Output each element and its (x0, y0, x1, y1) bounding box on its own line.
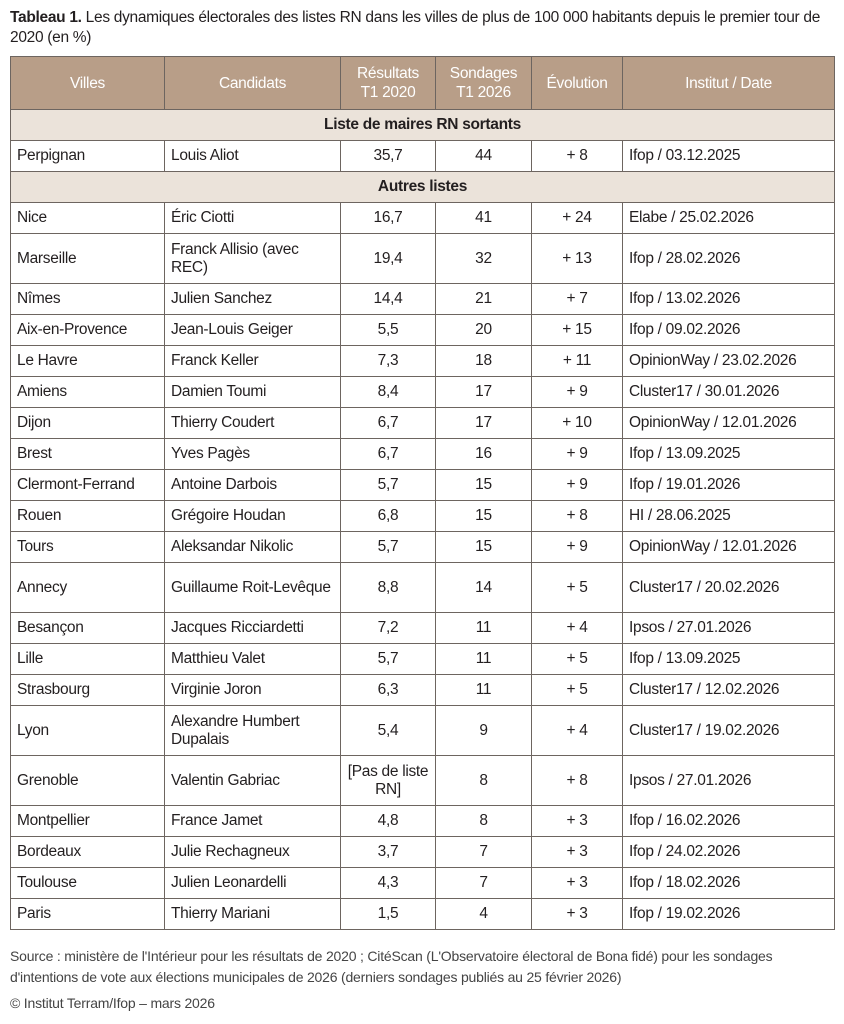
cell-institut: Ifop / 13.02.2026 (623, 284, 835, 315)
cell-evolution: + 24 (532, 203, 623, 234)
cell-ville: Amiens (11, 377, 165, 408)
cell-resultats: [Pas de liste RN] (341, 756, 436, 806)
cell-resultats: 6,7 (341, 439, 436, 470)
section-row-maires-sortants-label: Liste de maires RN sortants (11, 110, 835, 141)
cell-evolution: + 15 (532, 315, 623, 346)
cell-evolution: + 5 (532, 563, 623, 613)
cell-evolution: + 10 (532, 408, 623, 439)
table-row (11, 899, 835, 930)
cell-ville: Lille (11, 644, 165, 675)
cell-resultats: 1,5 (341, 899, 436, 930)
cell-evolution: + 3 (532, 837, 623, 868)
cell-sondages: 7 (436, 837, 532, 868)
cell-institut: HI / 28.06.2025 (623, 501, 835, 532)
cell-resultats: 35,7 (341, 141, 436, 172)
cell-evolution: + 8 (532, 141, 623, 172)
header-evolution: Évolution (532, 57, 623, 110)
cell-ville: Strasbourg (11, 675, 165, 706)
section-row-autres-listes (11, 172, 835, 203)
cell-candidat: Matthieu Valet (165, 644, 341, 675)
cell-evolution: + 9 (532, 532, 623, 563)
cell-institut: Elabe / 25.02.2026 (623, 203, 835, 234)
cell-sondages: 9 (436, 706, 532, 756)
cell-sondages: 11 (436, 613, 532, 644)
cell-ville: Nîmes (11, 284, 165, 315)
table-row (11, 868, 835, 899)
cell-resultats: 3,7 (341, 837, 436, 868)
cell-sondages: 11 (436, 675, 532, 706)
cell-resultats: 5,4 (341, 706, 436, 756)
cell-candidat: Louis Aliot (165, 141, 341, 172)
cell-candidat: Franck Keller (165, 346, 341, 377)
cell-resultats: 5,7 (341, 470, 436, 501)
cell-evolution: + 7 (532, 284, 623, 315)
cell-candidat: Damien Toumi (165, 377, 341, 408)
cell-institut: Ifop / 24.02.2026 (623, 837, 835, 868)
table-row (11, 203, 835, 234)
cell-candidat: Yves Pagès (165, 439, 341, 470)
cell-candidat: Grégoire Houdan (165, 501, 341, 532)
cell-resultats: 5,5 (341, 315, 436, 346)
cell-ville: Bordeaux (11, 837, 165, 868)
table-row (11, 141, 835, 172)
cell-ville: Dijon (11, 408, 165, 439)
cell-ville: Nice (11, 203, 165, 234)
cell-sondages: 8 (436, 806, 532, 837)
cell-resultats: 8,8 (341, 563, 436, 613)
header-sondages: Sondages T1 2026 (436, 57, 532, 110)
cell-sondages: 17 (436, 408, 532, 439)
cell-ville: Toulouse (11, 868, 165, 899)
table-row (11, 501, 835, 532)
cell-ville: Le Havre (11, 346, 165, 377)
cell-sondages: 18 (436, 346, 532, 377)
cell-sondages: 16 (436, 439, 532, 470)
cell-ville: Lyon (11, 706, 165, 756)
cell-ville: Rouen (11, 501, 165, 532)
cell-candidat: Valentin Gabriac (165, 756, 341, 806)
table-row (11, 563, 835, 613)
cell-ville: Aix-en-Provence (11, 315, 165, 346)
cell-institut: Ifop / 13.09.2025 (623, 644, 835, 675)
cell-evolution: + 5 (532, 644, 623, 675)
cell-candidat: Thierry Mariani (165, 899, 341, 930)
section-row-autres-listes-label: Autres listes (11, 172, 835, 203)
cell-sondages: 44 (436, 141, 532, 172)
cell-ville: Grenoble (11, 756, 165, 806)
table-row (11, 675, 835, 706)
cell-candidat: Franck Allisio (avec REC) (165, 234, 341, 284)
table-row (11, 837, 835, 868)
cell-candidat: Julie Rechagneux (165, 837, 341, 868)
cell-candidat: Éric Ciotti (165, 203, 341, 234)
cell-resultats: 5,7 (341, 644, 436, 675)
results-table (10, 56, 835, 930)
table-row (11, 532, 835, 563)
cell-sondages: 14 (436, 563, 532, 613)
cell-evolution: + 8 (532, 501, 623, 532)
table-header-row (11, 57, 835, 110)
cell-candidat: Thierry Coudert (165, 408, 341, 439)
cell-sondages: 15 (436, 470, 532, 501)
table-title-label: Tableau 1. (10, 9, 82, 26)
cell-ville: Besançon (11, 613, 165, 644)
section-row-maires-sortants (11, 110, 835, 141)
table-row (11, 284, 835, 315)
header-institut: Institut / Date (623, 57, 835, 110)
cell-ville: Paris (11, 899, 165, 930)
cell-resultats: 6,8 (341, 501, 436, 532)
cell-sondages: 32 (436, 234, 532, 284)
cell-candidat: Julien Sanchez (165, 284, 341, 315)
cell-institut: Ifop / 13.09.2025 (623, 439, 835, 470)
cell-institut: OpinionWay / 12.01.2026 (623, 408, 835, 439)
table-row (11, 234, 835, 284)
cell-institut: Cluster17 / 12.02.2026 (623, 675, 835, 706)
cell-sondages: 20 (436, 315, 532, 346)
cell-ville: Clermont-Ferrand (11, 470, 165, 501)
cell-institut: Ipsos / 27.01.2026 (623, 613, 835, 644)
cell-candidat: Julien Leonardelli (165, 868, 341, 899)
cell-resultats: 7,3 (341, 346, 436, 377)
cell-sondages: 11 (436, 644, 532, 675)
cell-evolution: + 8 (532, 756, 623, 806)
cell-evolution: + 11 (532, 346, 623, 377)
cell-institut: OpinionWay / 12.01.2026 (623, 532, 835, 563)
cell-resultats: 4,3 (341, 868, 436, 899)
cell-candidat: France Jamet (165, 806, 341, 837)
cell-evolution: + 3 (532, 868, 623, 899)
cell-evolution: + 9 (532, 470, 623, 501)
table-row (11, 706, 835, 756)
table-row (11, 644, 835, 675)
cell-candidat: Jean-Louis Geiger (165, 315, 341, 346)
cell-sondages: 15 (436, 532, 532, 563)
cell-resultats: 14,4 (341, 284, 436, 315)
copyright-note: © Institut Terram/Ifop – mars 2026 (10, 995, 215, 1011)
cell-candidat: Alexandre Humbert Dupalais (165, 706, 341, 756)
cell-ville: Annecy (11, 563, 165, 613)
cell-ville: Montpellier (11, 806, 165, 837)
table-row (11, 377, 835, 408)
cell-candidat: Aleksandar Nikolic (165, 532, 341, 563)
cell-institut: Ifop / 16.02.2026 (623, 806, 835, 837)
cell-evolution: + 4 (532, 706, 623, 756)
cell-candidat: Antoine Darbois (165, 470, 341, 501)
table-title-text: Les dynamiques électorales des listes RN dans les villes de plus de 100 000 habitants depuis le premier tour de 2020 (en %) (10, 9, 821, 46)
table-row (11, 470, 835, 501)
cell-candidat: Jacques Ricciardetti (165, 613, 341, 644)
cell-evolution: + 4 (532, 613, 623, 644)
cell-ville: Tours (11, 532, 165, 563)
cell-evolution: + 9 (532, 439, 623, 470)
cell-sondages: 21 (436, 284, 532, 315)
cell-institut: OpinionWay / 23.02.2026 (623, 346, 835, 377)
cell-institut: Cluster17 / 19.02.2026 (623, 706, 835, 756)
cell-institut: Ifop / 18.02.2026 (623, 868, 835, 899)
cell-resultats: 6,3 (341, 675, 436, 706)
cell-sondages: 8 (436, 756, 532, 806)
cell-candidat: Guillaume Roit-Levêque (165, 563, 341, 613)
cell-resultats: 8,4 (341, 377, 436, 408)
cell-resultats: 6,7 (341, 408, 436, 439)
cell-ville: Perpignan (11, 141, 165, 172)
table-row (11, 408, 835, 439)
cell-institut: Ifop / 03.12.2025 (623, 141, 835, 172)
cell-evolution: + 3 (532, 806, 623, 837)
header-resultats: Résultats T1 2020 (341, 57, 436, 110)
cell-institut: Ifop / 28.02.2026 (623, 234, 835, 284)
table-row (11, 806, 835, 837)
cell-sondages: 15 (436, 501, 532, 532)
cell-resultats: 19,4 (341, 234, 436, 284)
table-row (11, 756, 835, 806)
table-title (10, 8, 840, 48)
cell-sondages: 17 (436, 377, 532, 408)
header-villes: Villes (11, 57, 165, 110)
cell-ville: Marseille (11, 234, 165, 284)
cell-candidat: Virginie Joron (165, 675, 341, 706)
table-row (11, 315, 835, 346)
cell-resultats: 16,7 (341, 203, 436, 234)
cell-evolution: + 3 (532, 899, 623, 930)
cell-sondages: 41 (436, 203, 532, 234)
cell-institut: Cluster17 / 30.01.2026 (623, 377, 835, 408)
cell-institut: Ipsos / 27.01.2026 (623, 756, 835, 806)
cell-sondages: 7 (436, 868, 532, 899)
table-row (11, 613, 835, 644)
cell-evolution: + 9 (532, 377, 623, 408)
cell-ville: Brest (11, 439, 165, 470)
table-row (11, 346, 835, 377)
cell-evolution: + 13 (532, 234, 623, 284)
cell-institut: Ifop / 19.01.2026 (623, 470, 835, 501)
cell-resultats: 4,8 (341, 806, 436, 837)
cell-resultats: 5,7 (341, 532, 436, 563)
cell-sondages: 4 (436, 899, 532, 930)
source-note: Source : ministère de l'Intérieur pour les résultats de 2020 ; CitéScan (L'Observatoire électoral de Bona fidé) pour les sondages d'intentions de vote aux élections municipales de 2026 (derniers sondages publiés au 25 février 2026) (10, 948, 773, 985)
cell-institut: Ifop / 09.02.2026 (623, 315, 835, 346)
cell-institut: Cluster17 / 20.02.2026 (623, 563, 835, 613)
cell-evolution: + 5 (532, 675, 623, 706)
cell-resultats: 7,2 (341, 613, 436, 644)
table-row (11, 439, 835, 470)
header-candidats: Candidats (165, 57, 341, 110)
cell-institut: Ifop / 19.02.2026 (623, 899, 835, 930)
